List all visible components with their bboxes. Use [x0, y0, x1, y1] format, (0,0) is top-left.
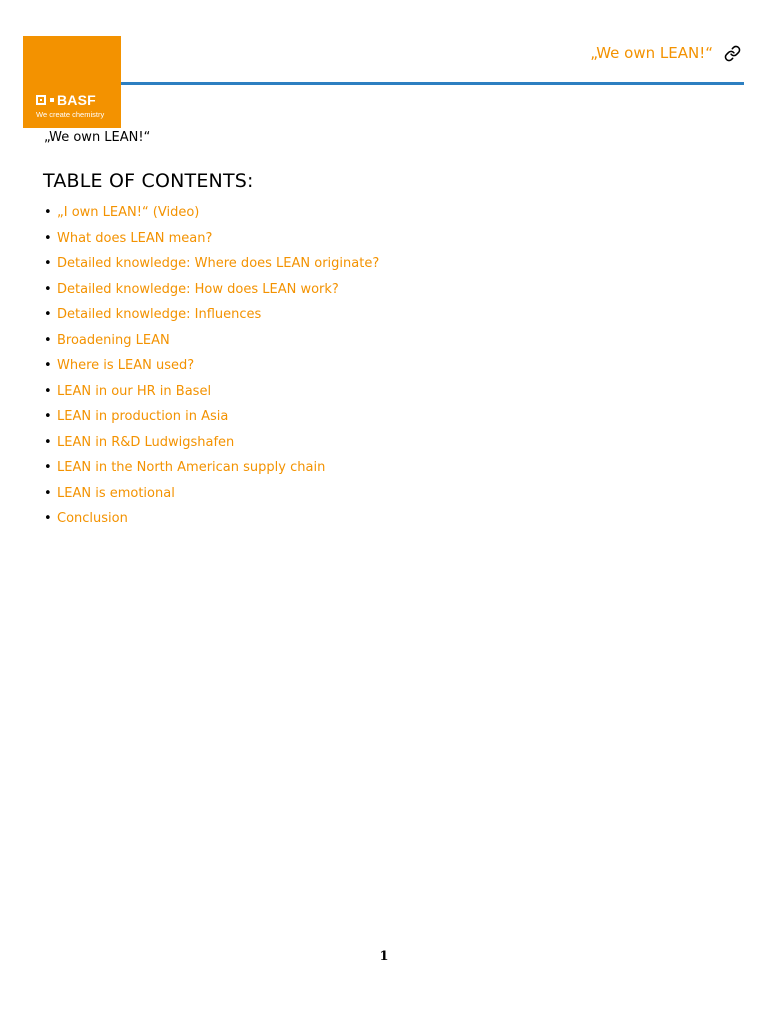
bullet-icon: •: [44, 460, 52, 475]
toc-link-conclusion[interactable]: Conclusion: [57, 511, 128, 526]
toc-link-supply-chain[interactable]: LEAN in the North American supply chain: [57, 460, 326, 475]
toc-link-rd-ludwigshafen[interactable]: LEAN in R&D Ludwigshafen: [57, 434, 235, 450]
toc-link-broadening[interactable]: Broadening LEAN: [57, 332, 170, 348]
toc-item: [44, 357, 379, 383]
link-icon[interactable]: [724, 45, 741, 62]
header-title: „We own LEAN!“: [590, 44, 713, 62]
logo-brand: BASF: [57, 92, 96, 108]
bullet-icon: •: [44, 256, 52, 271]
toc-list: [44, 204, 379, 536]
toc-item: [44, 485, 379, 511]
toc-link-where-used[interactable]: Where is LEAN used?: [57, 358, 195, 373]
logo-tagline: We create chemistry: [36, 110, 105, 119]
bullet-icon: •: [44, 332, 52, 348]
toc-item: [44, 434, 379, 460]
toc-item: [44, 510, 379, 536]
basf-logo: [23, 36, 121, 128]
toc-link-hr-basel[interactable]: LEAN in our HR in Basel: [57, 383, 212, 399]
bullet-icon: •: [44, 434, 52, 450]
toc-item: [44, 255, 379, 281]
basf-logo-mark: [36, 94, 96, 106]
toc-item: [44, 383, 379, 409]
toc-link-emotional[interactable]: LEAN is emotional: [57, 485, 175, 501]
bullet-icon: •: [44, 230, 52, 246]
toc-heading: TABLE OF CONTENTS:: [43, 170, 254, 192]
bullet-icon: •: [44, 485, 52, 501]
toc-item: [44, 281, 379, 307]
bullet-icon: •: [44, 358, 52, 373]
bullet-icon: •: [44, 205, 52, 220]
toc-link-video[interactable]: „I own LEAN!“ (Video): [57, 205, 200, 220]
bullet-icon: •: [44, 409, 52, 424]
bullet-icon: •: [44, 383, 52, 399]
bullet-icon: •: [44, 307, 52, 322]
toc-item: [44, 306, 379, 332]
toc-link-origin[interactable]: Detailed knowledge: Where does LEAN originate?: [57, 256, 380, 271]
toc-link-what-does-lean-mean[interactable]: What does LEAN mean?: [57, 230, 213, 246]
toc-item: [44, 204, 379, 230]
toc-item: [44, 332, 379, 358]
toc-item: [44, 230, 379, 256]
page-number: 1: [379, 949, 389, 964]
bullet-icon: •: [44, 511, 52, 526]
toc-link-production-asia[interactable]: LEAN in production in Asia: [57, 409, 229, 424]
toc-item: [44, 459, 379, 485]
document-subtitle: „We own LEAN!“: [44, 130, 151, 145]
header-divider: [121, 82, 744, 85]
toc-item: [44, 408, 379, 434]
toc-link-influences[interactable]: Detailed knowledge: Influences: [57, 307, 262, 322]
basf-dot-icon: [50, 98, 54, 102]
toc-link-how-it-works[interactable]: Detailed knowledge: How does LEAN work?: [57, 281, 339, 297]
bullet-icon: •: [44, 281, 52, 297]
basf-square-icon: [36, 95, 46, 105]
